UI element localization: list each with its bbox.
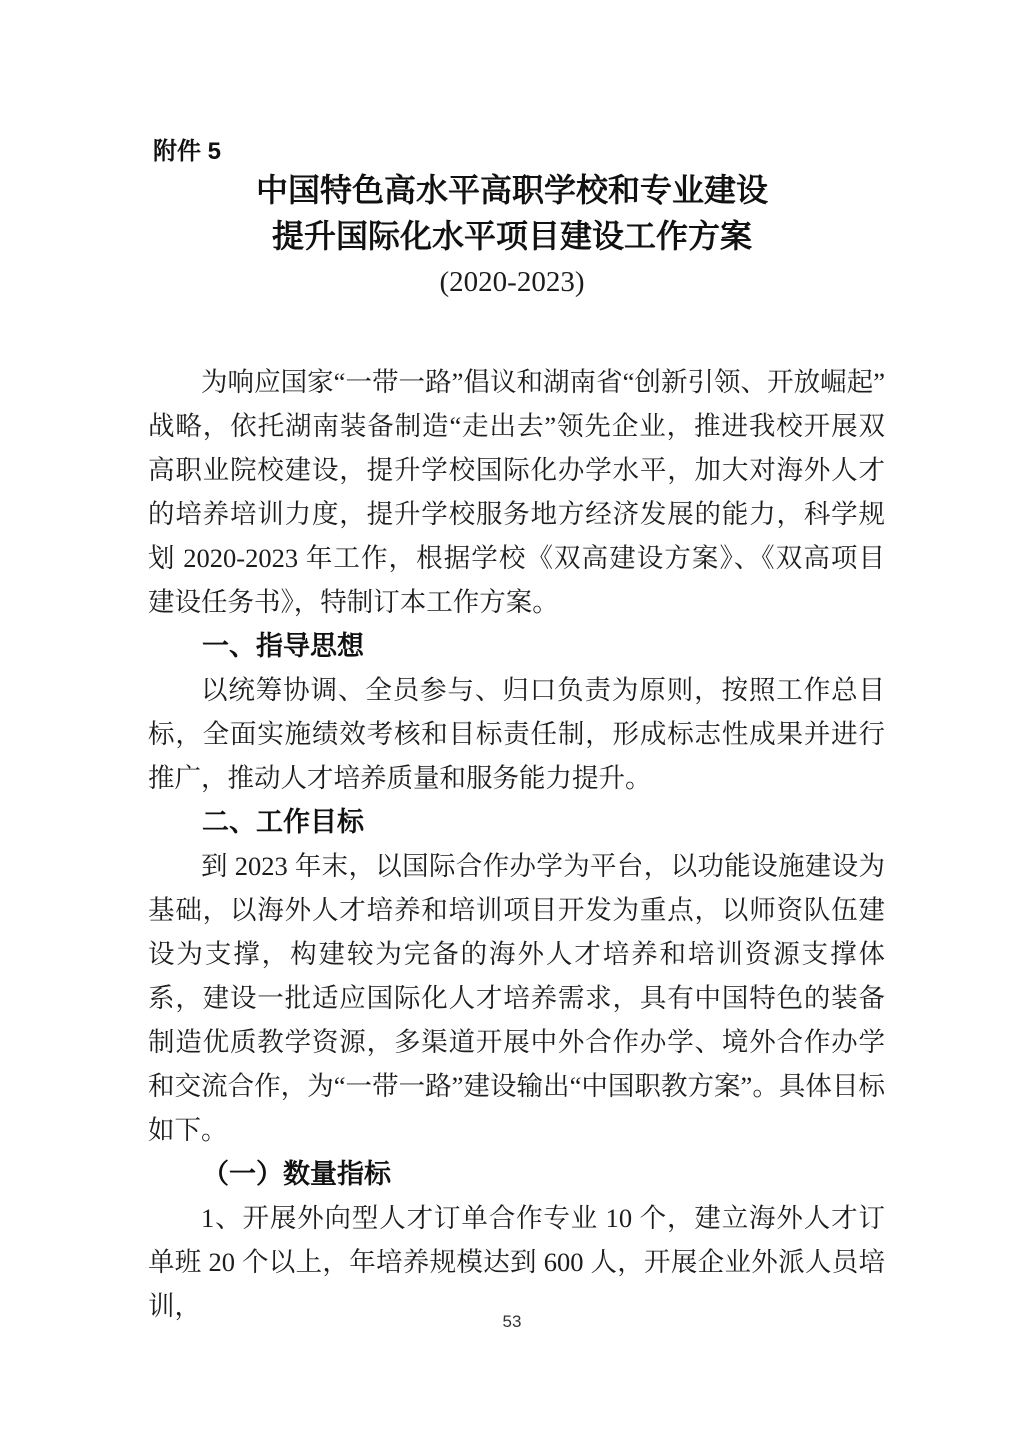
subsection-1-paragraph: 1、开展外向型人才订单合作专业 10 个，建立海外人才订单班 20 个以上，年培养规模达到 600 人，开展企业外派人员培训， (148, 1203, 885, 1321)
page-number: 53 (502, 1312, 522, 1331)
attachment-label: 附件 5 (153, 138, 222, 165)
intro-paragraph: 为响应国家“一带一路”倡议和湖南省“创新引领、开放崛起”战略，依托湖南装备制造“走出去”领先企业，推进我校开展双高职业院校建设，提升学校国际化办学水平，加大对海外人才的培养培训力度，提升学校服务地方经济发展的能力，科学规划 2020-2023 年工作，根据学校《双高建设方案》、《双高项目建设任务书》，特制订本工作方案。 (148, 367, 885, 617)
document-body (148, 360, 885, 1328)
section-1-paragraph: 以统筹协调、全员参与、归口负责为原则，按照工作总目标，全面实施绩效考核和目标责任制，形成标志性成果并进行推广，推动人才培养质量和服务能力提升。 (148, 675, 885, 793)
section-2-heading: 二、工作目标 (202, 807, 364, 837)
document-title-line-2: 提升国际化水平项目建设工作方案 (271, 218, 752, 254)
year-range: (2020-2023) (439, 266, 585, 298)
section-1-heading: 一、指导思想 (202, 631, 364, 661)
subsection-1-heading: （一）数量指标 (202, 1159, 391, 1189)
document-title (0, 167, 1024, 259)
section-2-paragraph: 到 2023 年末，以国际合作办学为平台，以功能设施建设为基础，以海外人才培养和培训项目开发为重点，以师资队伍建设为支撑，构建较为完备的海外人才培养和培训资源支撑体系，建设一批适应国际化人才培养需求，具有中国特色的装备制造优质教学资源，多渠道开展中外合作办学、境外合作办学和交流合作，为“一带一路”建设输出“中国职教方案”。具体目标如下。 (148, 851, 885, 1145)
document-title-line-1: 中国特色高水平高职学校和专业建设 (255, 172, 768, 208)
